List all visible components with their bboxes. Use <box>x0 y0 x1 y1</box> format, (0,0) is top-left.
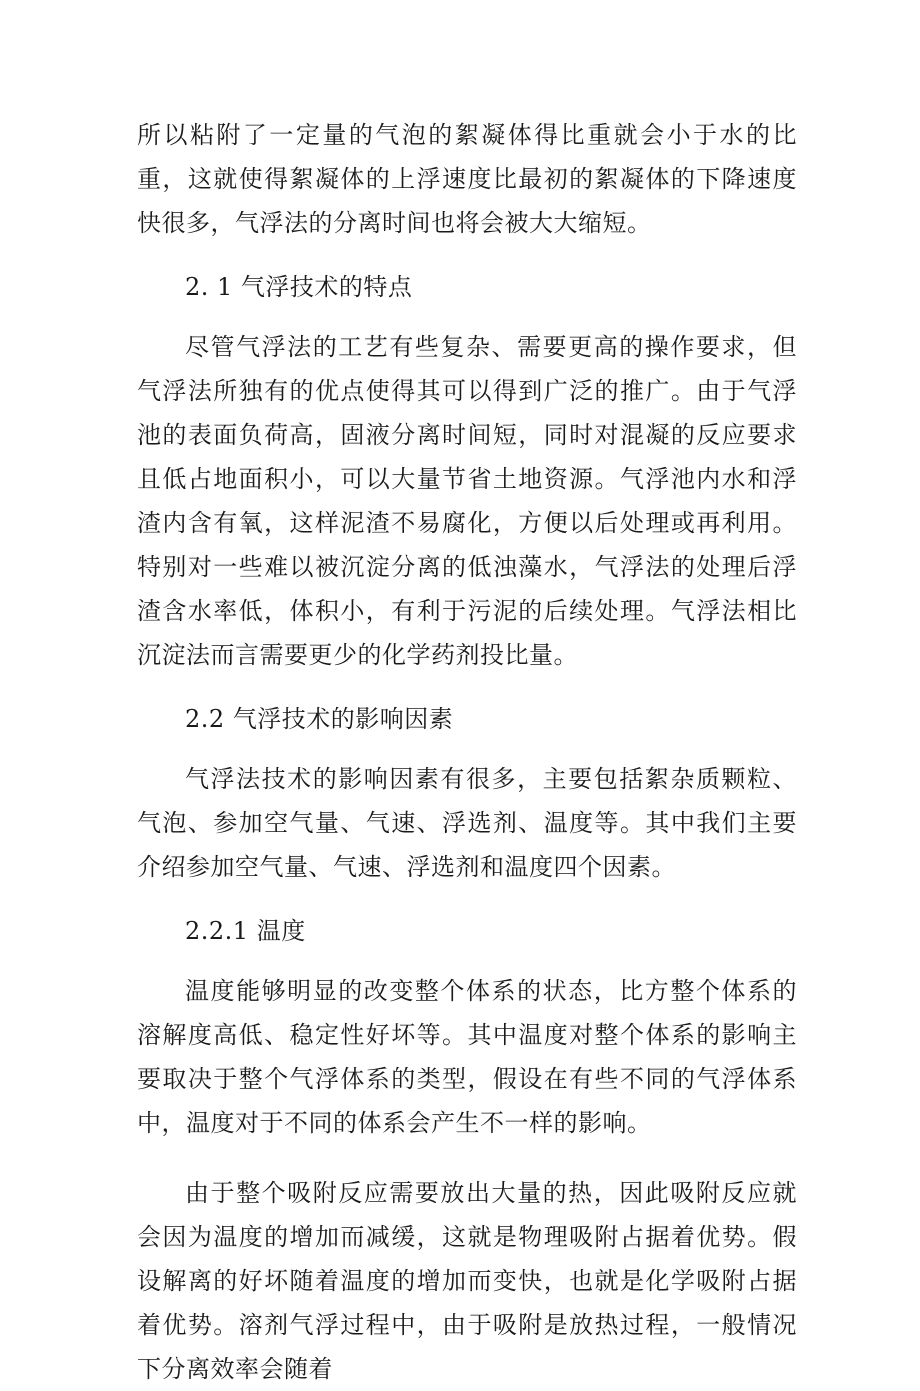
document-page <box>137 113 797 1391</box>
paragraph-factors: 气浮法技术的影响因素有很多，主要包括絮杂质颗粒、气泡、参加空气量、气速、浮选剂、温度等。其中我们主要介绍参加空气量、气速、浮选剂和温度四个因素。 <box>137 765 797 881</box>
paragraph-continuation: 所以粘附了一定量的气泡的絮凝体得比重就会小于水的比重，这就使得絮凝体的上浮速度比最初的絮凝体的下降速度快很多，气浮法的分离时间也将会被大大缩短。 <box>137 121 797 237</box>
section-heading-2-2: 2.2 气浮技术的影响因素 <box>185 705 454 733</box>
section-heading-2-2-1: 2.2.1 温度 <box>185 917 306 945</box>
paragraph-features: 尽管气浮法的工艺有些复杂、需要更高的操作要求，但气浮法所独有的优点使得其可以得到广泛的推广。由于气浮池的表面负荷高，固液分离时间短，同时对混凝的反应要求且低占地面积小，可以大量节省土地资源。气浮池内水和浮渣内含有氧，这样泥渣不易腐化，方便以后处理或再利用。特别对一些难以被沉淀分离的低浊藻水，气浮法的处理后浮渣含水率低，体积小，有利于污泥的后续处理。气浮法相比沉淀法而言需要更少的化学药剂投比量。 <box>137 333 797 669</box>
paragraph-adsorption: 由于整个吸附反应需要放出大量的热，因此吸附反应就会因为温度的增加而减缓，这就是物理吸附占据着优势。假设解离的好坏随着温度的增加而变快，也就是化学吸附占据着优势。溶剂气浮过程中，由于吸附是放热过程，一般情况下分离效率会随着 <box>137 1179 797 1383</box>
paragraph-temperature: 温度能够明显的改变整个体系的状态，比方整个体系的溶解度高低、稳定性好坏等。其中温度对整个体系的影响主要取决于整个气浮体系的类型，假设在有些不同的气浮体系中，温度对于不同的体系会产生不一样的影响。 <box>137 977 797 1137</box>
section-heading-2-1: 2. 1 气浮技术的特点 <box>185 273 413 301</box>
